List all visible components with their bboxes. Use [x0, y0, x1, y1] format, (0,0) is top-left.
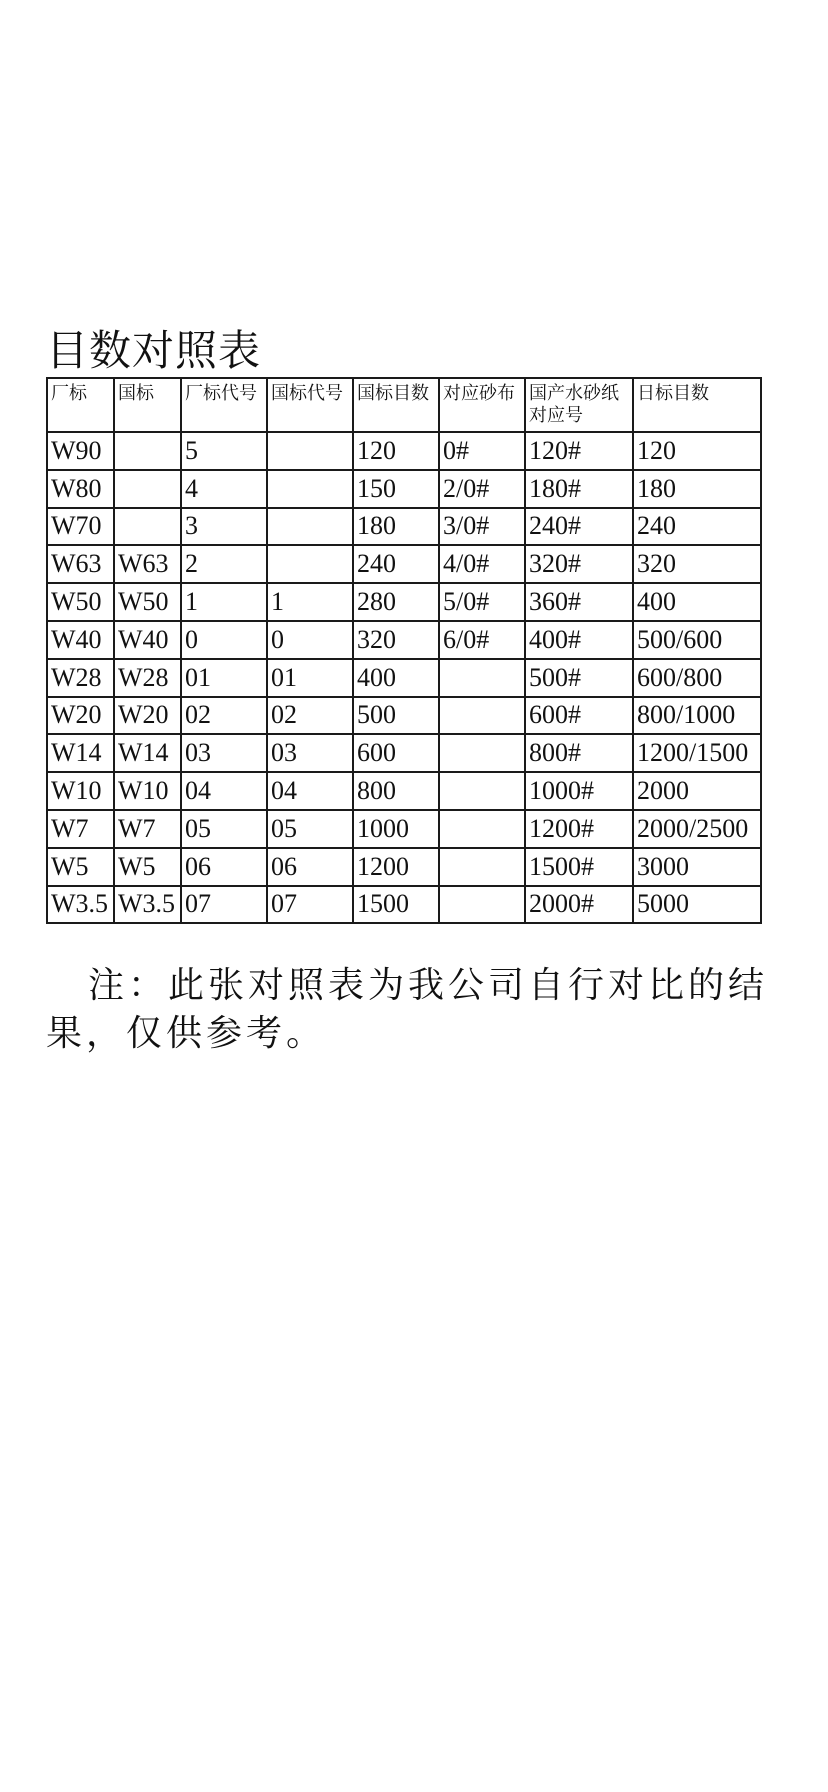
table-cell: 03 — [267, 734, 353, 772]
table-cell: 1 — [267, 583, 353, 621]
table-cell: 07 — [267, 886, 353, 924]
table-cell: 2/0# — [439, 470, 525, 508]
table-cell: 01 — [267, 659, 353, 697]
table-cell — [267, 470, 353, 508]
table-cell: 240# — [525, 508, 633, 546]
table-cell: W50 — [114, 583, 181, 621]
table-row — [47, 583, 761, 621]
table-cell: 1 — [181, 583, 267, 621]
table-cell: W70 — [47, 508, 114, 546]
table-cell: W63 — [47, 545, 114, 583]
table-cell: 04 — [267, 772, 353, 810]
table-cell: 800 — [353, 772, 439, 810]
table-cell: 600 — [353, 734, 439, 772]
table-cell: 03 — [181, 734, 267, 772]
table-cell: 4/0# — [439, 545, 525, 583]
table-cell: 0 — [267, 621, 353, 659]
table-cell: 05 — [181, 810, 267, 848]
column-header: 国标目数 — [353, 378, 439, 432]
table-cell: 1000 — [353, 810, 439, 848]
table-cell: 180 — [353, 508, 439, 546]
table-cell: 320 — [633, 545, 761, 583]
table-cell: 1500# — [525, 848, 633, 886]
table-cell: 150 — [353, 470, 439, 508]
table-cell: W7 — [47, 810, 114, 848]
table-cell: 240 — [353, 545, 439, 583]
table-cell: 1500 — [353, 886, 439, 924]
table-cell: 800/1000 — [633, 697, 761, 735]
table-cell: 3000 — [633, 848, 761, 886]
table-row — [47, 470, 761, 508]
table-cell: 360# — [525, 583, 633, 621]
table-cell — [267, 545, 353, 583]
footnote-text: 注：此张对照表为我公司自行对比的结果，仅供参考。 — [46, 965, 769, 1054]
table-cell: W20 — [47, 697, 114, 735]
table-cell: 4 — [181, 470, 267, 508]
table-cell: W28 — [114, 659, 181, 697]
table-cell: 5/0# — [439, 583, 525, 621]
table-cell: W10 — [114, 772, 181, 810]
table-row — [47, 734, 761, 772]
table-row — [47, 886, 761, 924]
table-cell: W80 — [47, 470, 114, 508]
table-cell — [439, 772, 525, 810]
table-cell — [114, 508, 181, 546]
table-row — [47, 848, 761, 886]
table-cell: 120# — [525, 432, 633, 470]
table-row — [47, 508, 761, 546]
table-body — [47, 432, 761, 923]
table-cell — [439, 886, 525, 924]
table-row — [47, 621, 761, 659]
table-cell: 06 — [267, 848, 353, 886]
table-cell: W14 — [47, 734, 114, 772]
table-cell — [267, 432, 353, 470]
table-cell: 2000 — [633, 772, 761, 810]
table-cell: 500 — [353, 697, 439, 735]
table-cell — [439, 697, 525, 735]
table-cell: 3 — [181, 508, 267, 546]
table-cell — [439, 848, 525, 886]
table-cell: 240 — [633, 508, 761, 546]
table-cell: 0 — [181, 621, 267, 659]
footnote — [46, 962, 828, 1058]
table-header-row — [47, 378, 761, 432]
table-cell: W10 — [47, 772, 114, 810]
table-cell: 320# — [525, 545, 633, 583]
table-cell: 500# — [525, 659, 633, 697]
column-header: 国标代号 — [267, 378, 353, 432]
document-title: 目数对照表 — [46, 326, 262, 375]
table-cell: 1200/1500 — [633, 734, 761, 772]
table-cell: W20 — [114, 697, 181, 735]
table-cell: W90 — [47, 432, 114, 470]
table-cell: W5 — [114, 848, 181, 886]
table-row — [47, 432, 761, 470]
table-cell: 600# — [525, 697, 633, 735]
table-cell: 1200# — [525, 810, 633, 848]
table-row — [47, 810, 761, 848]
table-cell: 400# — [525, 621, 633, 659]
table-cell — [114, 470, 181, 508]
grit-comparison-table — [46, 377, 762, 924]
column-header: 国标 — [114, 378, 181, 432]
table-cell — [439, 734, 525, 772]
table-cell: 120 — [353, 432, 439, 470]
table-cell: 500/600 — [633, 621, 761, 659]
column-header: 厂标代号 — [181, 378, 267, 432]
table-cell: 2000# — [525, 886, 633, 924]
table-cell: W63 — [114, 545, 181, 583]
table-cell: 600/800 — [633, 659, 761, 697]
table-cell: W28 — [47, 659, 114, 697]
table-row — [47, 545, 761, 583]
table-cell: 180# — [525, 470, 633, 508]
table-cell: 2 — [181, 545, 267, 583]
table-cell: W14 — [114, 734, 181, 772]
table-cell — [114, 432, 181, 470]
table-cell: W50 — [47, 583, 114, 621]
table-cell — [439, 810, 525, 848]
table-cell: 5000 — [633, 886, 761, 924]
table-cell: 07 — [181, 886, 267, 924]
table-cell: W5 — [47, 848, 114, 886]
table-row — [47, 659, 761, 697]
table-cell: 3/0# — [439, 508, 525, 546]
table-cell: W40 — [47, 621, 114, 659]
table-cell: 02 — [267, 697, 353, 735]
table-cell: 1200 — [353, 848, 439, 886]
table-cell: 05 — [267, 810, 353, 848]
column-header: 对应砂布 — [439, 378, 525, 432]
table-cell: 400 — [633, 583, 761, 621]
table-cell: 320 — [353, 621, 439, 659]
table-cell: 06 — [181, 848, 267, 886]
table-cell: 6/0# — [439, 621, 525, 659]
table-cell: 5 — [181, 432, 267, 470]
column-header: 厂标 — [47, 378, 114, 432]
table-row — [47, 697, 761, 735]
column-header: 日标目数 — [633, 378, 761, 432]
table-row — [47, 772, 761, 810]
table-cell: 04 — [181, 772, 267, 810]
table-cell: 01 — [181, 659, 267, 697]
table-cell: 800# — [525, 734, 633, 772]
table-cell: W40 — [114, 621, 181, 659]
table-cell: 280 — [353, 583, 439, 621]
table-cell: 1000# — [525, 772, 633, 810]
table-cell: 0# — [439, 432, 525, 470]
table-cell: W7 — [114, 810, 181, 848]
table-cell — [439, 659, 525, 697]
table-cell: 02 — [181, 697, 267, 735]
table-cell: 120 — [633, 432, 761, 470]
table-cell: W3.5 — [114, 886, 181, 924]
table-cell: 180 — [633, 470, 761, 508]
table-cell: W3.5 — [47, 886, 114, 924]
table-cell: 2000/2500 — [633, 810, 761, 848]
table-cell — [267, 508, 353, 546]
table-cell: 400 — [353, 659, 439, 697]
column-header: 国产水砂纸对应号 — [525, 378, 633, 432]
